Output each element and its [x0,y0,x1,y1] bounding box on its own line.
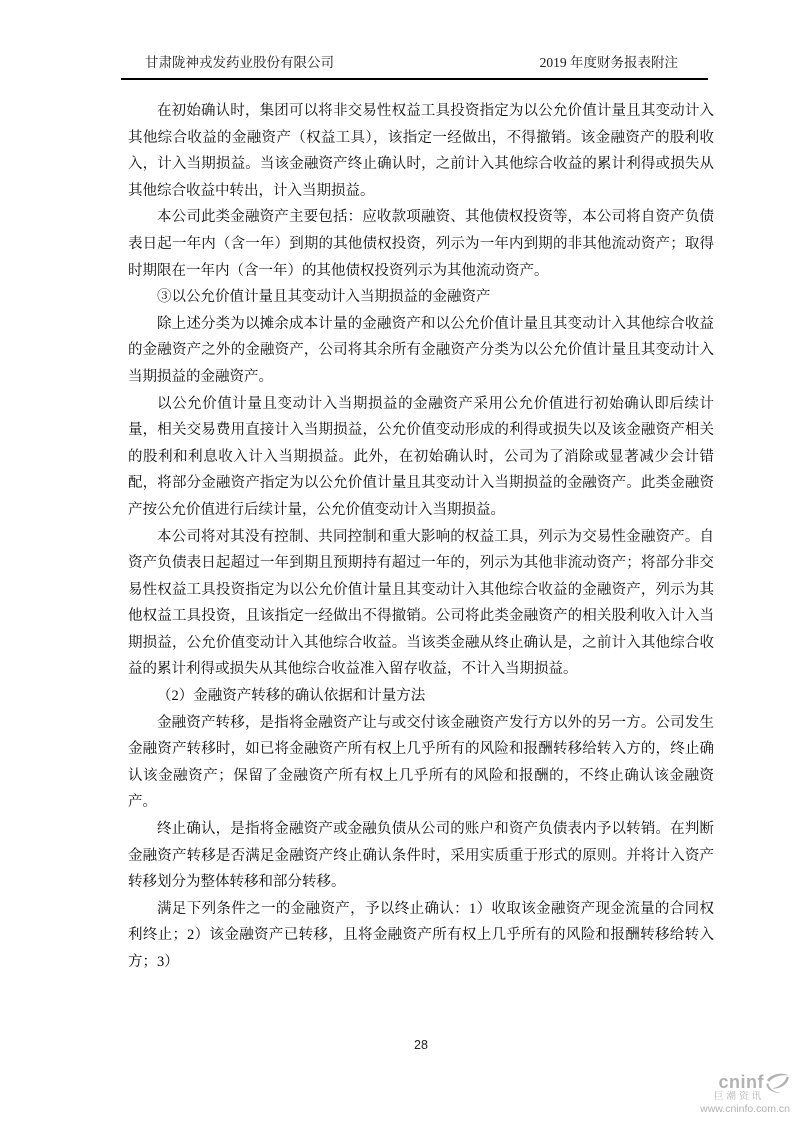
paragraph-derecognition: 终止确认，是指将金融资产或金融负债从公司的账户和资产负债表内予以转销。在判断金融资产转移是否满足金融资产终止确认条件时，采用实质重于形式的原则。并将计入资产转移划分为整体转移和部分转移。 [128,821,714,891]
paragraph-transfer-definition: 金融资产转移，是指将金融资产让与或交付该金融资产发行方以外的另一方。公司发生金融资产转移时，如已将金融资产所有权上几乎所有的风险和报酬转移给转入方的，终止确认该金融资产；保留了金融资产所有权上几乎所有的风险和报酬的，不终止确认该金融资产。 [128,714,714,811]
logo-brand-text: cninf [718,1072,764,1093]
paragraph-classification: 除上述分类为以摊余成本计量的金融资产和以公允价值计量且其变动计入其他综合收益的金融资产之外的金融资产，公司将其余所有金融资产分类为以公允价值计量且其变动计入当期损益的金融资产。 [128,315,714,385]
company-name: 甘肃陇神戎发药业股份有限公司 [145,55,334,70]
paragraph-fvtpl-measurement: 以公允价值计量且变动计入当期损益的金融资产采用公允价值进行初始确认即后续计量，相关交易费用直接计入当期损益，公允价值变动形成的利得或损失以及该金融资产相关的股利和利息收入计入当期损益。此外，在初始确认时，公司为了消除或显著减少会计错配，将部分金融资产指定为以公允价值计量且其变动计入当期损益的金融资产。此类金融资产按公允价值进行后续计量，公允价值变动计入当期损益。 [128,395,714,518]
paragraph-derecognition-conditions: 满足下列条件之一的金融资产，予以终止确认：1）收取该金融资产现金流量的合同权利终止；2）该金融资产已转移，且将金融资产所有权上几乎所有的风险和报酬转移给转入方；3） [128,900,714,970]
paragraph-initial-recognition: 在初始确认时，集团可以将非交易性权益工具投资指定为以公允价值计量且其变动计入其他综合收益的金融资产（权益工具），该指定一经做出，不得撤销。该金融资产的股利收入，计入当期损益。当该金融资产终止确认时，之前计入其他综合收益的累计利得或损失从其他综合收益中转出，计入当期损益。 [128,103,714,199]
doc-title: 2019 年度财务报表附注 [539,55,678,70]
logo-website: www.cninfo.com.cn [700,1103,790,1116]
heading-transfer-recognition: （2）金融资产转移的确认依据和计量方法 [157,688,426,705]
cninfo-logo [700,1072,790,1116]
page-number: 28 [414,1038,428,1052]
page-header [121,51,708,80]
heading-fvtpl-assets: ③以公允价值计量且其变动计入当期损益的金融资产 [157,289,491,306]
document-body [128,98,714,976]
paragraph-asset-categories: 本公司此类金融资产主要包括：应收款项融资、其他债权投资等，本公司将自资产负债表日起一年内（含一年）到期的其他债权投资，列示为一年内到期的非其他流动资产；取得时期限在一年内（含一年）的其他债权投资列示为其他流动资产。 [128,209,714,279]
paragraph-equity-instruments: 本公司将对其没有控制、共同控制和重大影响的权益工具，列示为交易性金融资产。自资产负债表日起超过一年到期且预期持有超过一年的，列示为其他非流动资产；将部分非交易性权益工具投资指定为以公允价值计量且其变动计入其他综合收益的金融资产，列示为其他权益工具投资，且该指定一经做出不得撤销。公司将此类金融资产的相关股利收入计入当期损益，公允价值变动计入其他综合收益。当该类金融从终止确认是，之前计入其他综合收益的累计利得或损失从其他综合收益准入留存收益，不计入当期损益。 [128,528,714,678]
logo-chinese-name: 巨潮资讯 [713,1091,764,1102]
wave-swoosh-icon [765,1072,790,1094]
